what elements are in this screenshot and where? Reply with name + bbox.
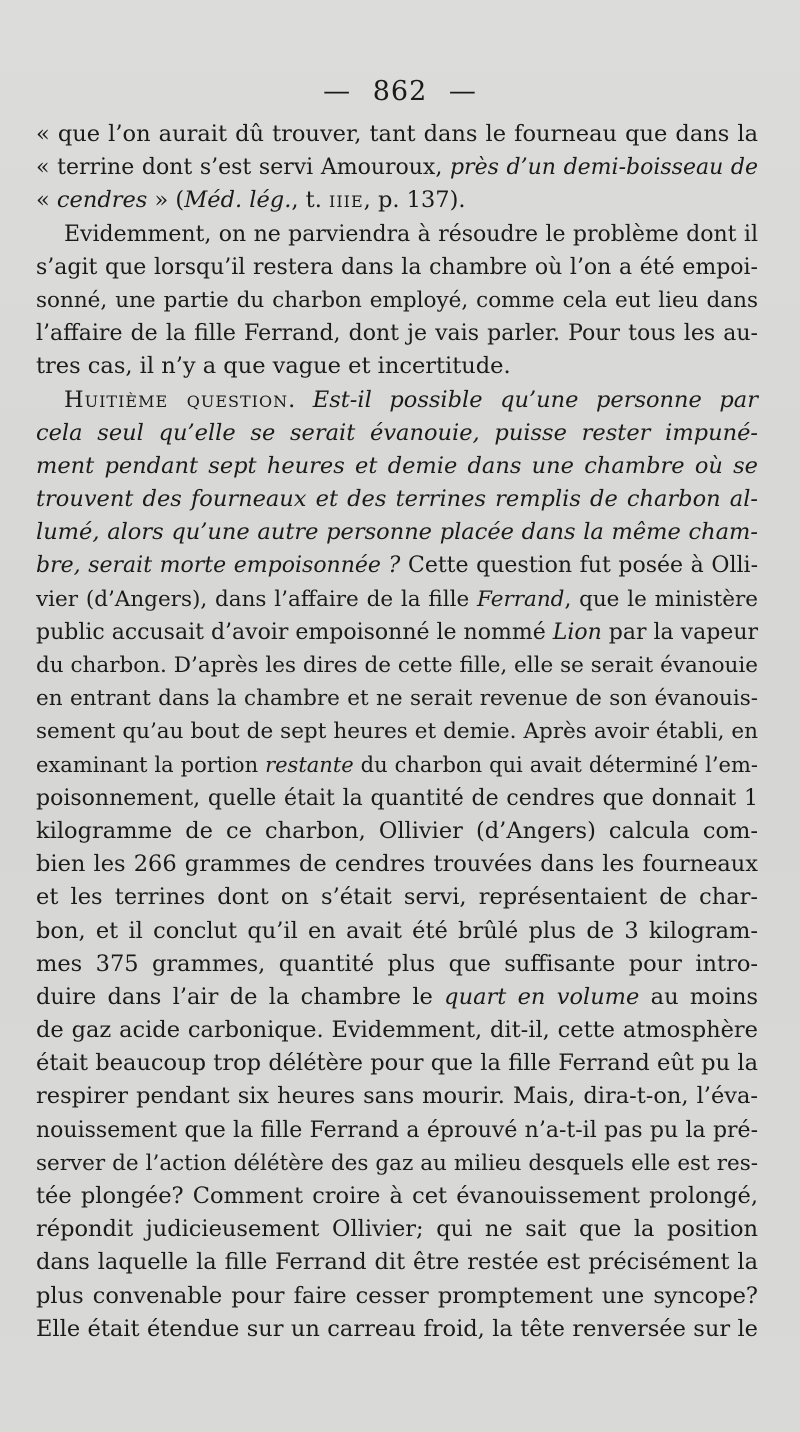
italic-text: ment pendant sept heures et demie dans une chambre où se [36,452,758,479]
text-line [36,583,758,616]
text-line [36,715,758,748]
text-line [36,981,758,1014]
text-segment: examinant la portion [36,752,266,777]
text-line [36,782,758,815]
italic-text: cela seul qu’elle se serait évanouie, puisse rester impuné- [36,419,758,446]
text-segment: , p. 137). [363,187,466,214]
text-segment: , t. [291,187,330,214]
text-segment: sonné, une partie du charbon employé, comme cela eut lieu dans [36,287,758,313]
italic-text: Ferrand [476,586,565,612]
italic-text: restante [265,752,354,777]
text-line [36,815,758,848]
text-line [36,848,758,881]
text-segment: bien les 266 grammes de cendres trouvées dans les fourneaux [36,851,758,878]
text-segment: répondit judicieusement Ollivier; qui ne sait que la position [36,1216,758,1243]
text-segment: public accusait d’avoir empoisonné le nommé [36,619,553,645]
text-line [36,1180,758,1213]
text-line [36,450,758,483]
text-line [36,218,758,251]
small-caps-text: Huitième question [64,386,289,413]
text-line [36,1313,758,1346]
text-segment: » ( [147,187,185,214]
text-segment: « [36,187,57,214]
text-line [36,682,758,715]
italic-text: près d’un demi-boisseau de [449,155,758,181]
text-segment: au moins [639,983,759,1010]
page-number-dash-left: — [323,76,352,107]
text-segment: du charbon qui avait déterminé l’em- [353,752,758,777]
text-line [36,616,758,649]
text-line [36,881,758,914]
text-segment: plus convenable pour faire cesser promptement une syncope? [36,1282,758,1309]
text-segment: en entrant dans la chambre et ne serait revenue de son évanouis- [36,686,758,712]
text-segment: bon, et il conclut qu’il en avait été brûlé plus de 3 kilogram- [36,917,758,944]
text-line [36,1014,758,1047]
text-segment: duire dans l’air de la chambre le [36,983,445,1010]
text-segment: et les terrines dont on s’était servi, représentaient de char- [36,884,758,911]
italic-text: bre, serait morte empoisonnée ? [36,553,401,579]
text-line [36,251,758,284]
text-segment: était beaucoup trop délétère pour que la fille Ferrand eût pu la [36,1050,758,1077]
italic-text: Méd. lég. [184,187,292,214]
body-text [36,118,758,1346]
text-segment: . [288,386,313,413]
italic-text: cendres [56,187,148,214]
text-line [36,915,758,948]
text-line [36,1080,758,1113]
italic-text: trouvent des fourneaux et des terrines remplis de charbon al- [36,486,758,513]
text-segment: s’agit que lorsqu’il restera dans la chambre où l’on a été empoi- [36,254,758,280]
text-segment: l’affaire de la fille Ferrand, dont je vais parler. Pour tous les au- [36,321,758,347]
text-line [36,184,758,217]
text-segment: nouissement que la fille Ferrand a éprouvé n’a-t-il pas pu la pré- [36,1117,758,1143]
text-line [36,118,758,151]
text-line [36,151,758,184]
text-line [36,948,758,981]
text-segment: server de l’action délétère des gaz au milieu desquels elle est res- [36,1150,758,1176]
text-segment: Evidemment, on ne parviendra à résoudre le problème dont il [64,221,758,247]
text-segment: vier (d’Angers), dans l’affaire de la fille [36,586,477,612]
text-segment: poisonnement, quelle était la quantité de cendres que donnait 1 [36,785,758,811]
text-line [36,1147,758,1180]
text-line [36,384,758,417]
italic-text: Lion [552,619,602,645]
italic-text: quart en volume [444,983,640,1010]
italic-text: Est-il possible qu’une personne par [312,386,758,413]
text-segment: tée plongée? Comment croire à cet évanouissement prolongé, [36,1183,758,1209]
text-segment: tres cas, il n’y a que vague et incertitude. [36,353,511,380]
text-line [36,1246,758,1279]
text-line [36,1280,758,1313]
text-segment: mes 375 grammes, quantité plus que suffisante pour intro- [36,950,758,977]
text-line [36,1114,758,1147]
text-line [36,1047,758,1080]
text-segment: Elle était étendue sur un carreau froid, la tête renversée sur le [36,1315,758,1342]
italic-text: lumé, alors qu’une autre personne placée dans la même cham- [36,519,758,546]
text-segment: kilogramme de ce charbon, Ollivier (d’Angers) calcula com- [36,817,758,844]
text-line [36,1213,758,1246]
text-segment: sement qu’au bout de sept heures et demie. Après avoir établi, en [36,719,758,745]
text-segment: « que l’on aurait dû trouver, tant dans le fourneau que dans la [36,121,758,147]
text-line [36,549,758,582]
text-segment: du charbon. D’après les dires de cette fille, elle se serait évanouie [36,653,758,678]
text-line [36,649,758,682]
small-caps-text: iiie [329,187,364,214]
text-line [36,417,758,450]
page-number-header [0,76,800,107]
text-line [36,483,758,516]
page-number: 862 [372,76,428,107]
text-segment: respirer pendant six heures sans mourir. Mais, dira-t-on, l’éva- [36,1083,758,1110]
text-line [36,284,758,317]
text-segment: par la vapeur [601,619,759,645]
text-line [36,516,758,549]
page-number-dash-right: — [448,76,477,107]
text-segment: Cette question fut posée à Olli- [400,553,758,579]
text-line [36,749,758,782]
text-line [36,317,758,350]
text-segment: « terrine dont s’est servi Amouroux, [36,155,450,181]
text-segment: , que le ministère [564,586,758,612]
text-segment: dans laquelle la fille Ferrand dit être restée est précisément la [36,1249,758,1276]
text-line [36,350,758,383]
text-segment: de gaz acide carbonique. Evidemment, dit-il, cette atmosphère [36,1017,758,1044]
